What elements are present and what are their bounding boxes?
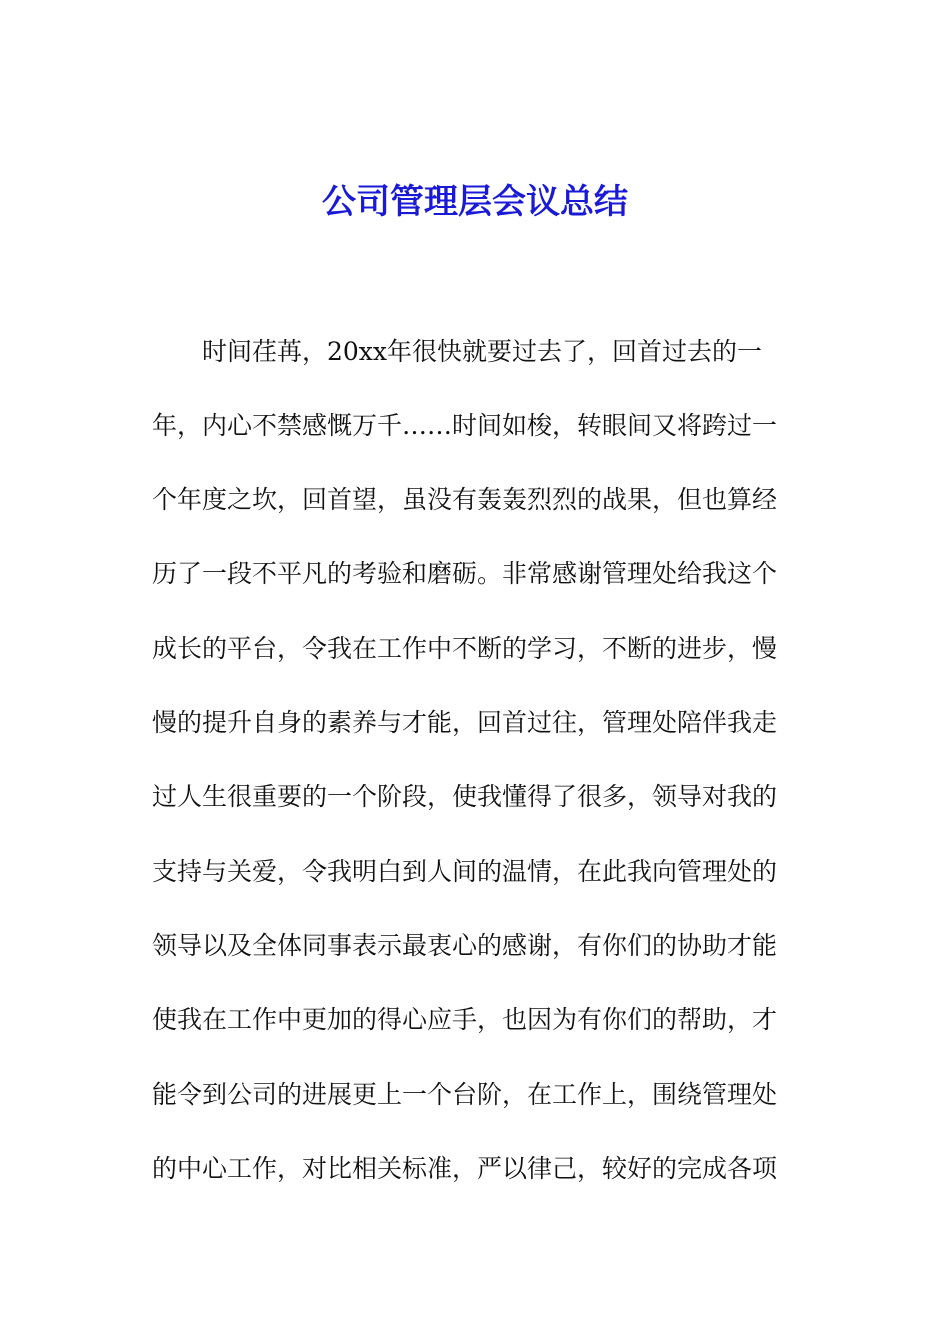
paragraph-line: 支持与关爱，令我明白到人间的温情，在此我向管理处的 [152,857,778,886]
paragraph-line: 时间荏苒，20xx年很快就要过去了，回首过去的一 [202,337,763,366]
paragraph-line: 使我在工作中更加的得心应手，也因为有你们的帮助，才 [152,1005,778,1034]
document-title: 公司管理层会议总结 [322,182,628,222]
paragraph-line: 过人生很重要的一个阶段，使我懂得了很多，领导对我的 [152,782,778,811]
paragraph-line: 成长的平台，令我在工作中不断的学习，不断的进步，慢 [152,634,778,663]
paragraph-line: 历了一段不平凡的考验和磨砺。非常感谢管理处给我这个 [152,559,778,588]
paragraph-line: 能令到公司的进展更上一个台阶，在工作上，围绕管理处 [152,1080,778,1109]
paragraph-line: 领导以及全体同事表示最衷心的感谢，有你们的协助才能 [152,931,778,960]
paragraph-line: 个年度之坎，回首望，虽没有轰轰烈烈的战果，但也算经 [152,485,778,514]
paragraph-line: 年，内心不禁感慨万千……时间如梭，转眼间又将跨过一 [152,411,778,440]
paragraph-line: 慢的提升自身的素养与才能，回首过往，管理处陪伴我走 [152,708,778,737]
paragraph-line: 的中心工作，对比相关标准，严以律己，较好的完成各项 [152,1154,778,1183]
